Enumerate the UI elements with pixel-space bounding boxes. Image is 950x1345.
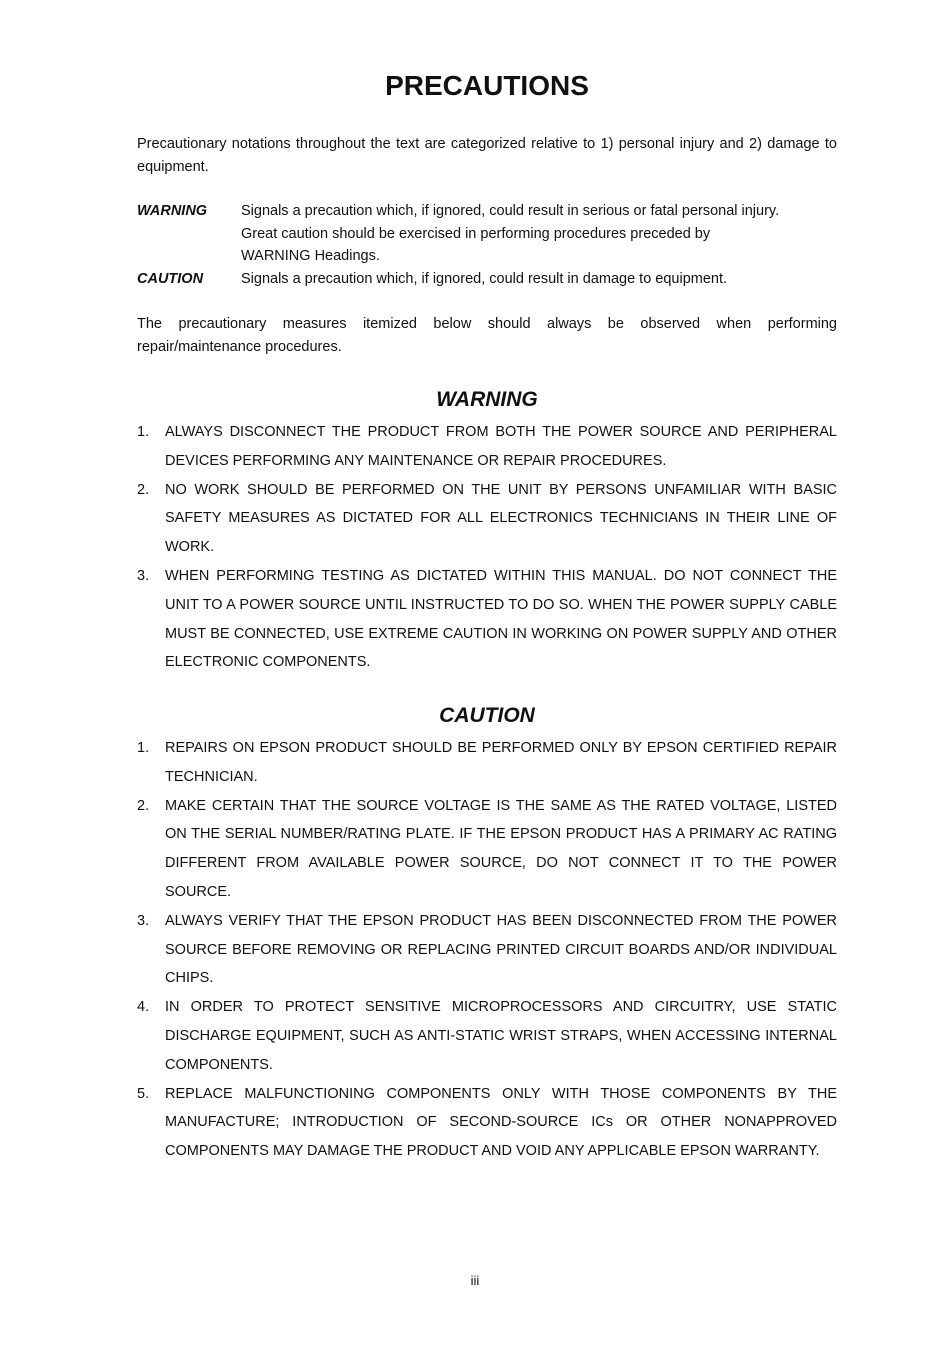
definition-line: Signals a precaution which, if ignored, could result in serious or fatal personal injury. xyxy=(241,203,780,219)
warning-list xyxy=(137,418,837,677)
definition-caution xyxy=(137,268,837,291)
item-number: 1. xyxy=(137,740,150,756)
caution-item xyxy=(137,1080,837,1166)
warning-item xyxy=(137,476,837,562)
item-text: REPAIRS ON EPSON PRODUCT SHOULD BE PERFORMED ONLY BY EPSON CERTIFIED REPAIR TECHNICIAN. xyxy=(165,740,837,785)
item-number: 2. xyxy=(137,481,150,498)
definition-description xyxy=(241,200,837,268)
item-number: 3. xyxy=(137,567,150,584)
definition-warning xyxy=(137,200,837,268)
item-text: REPLACE MALFUNCTIONING COMPONENTS ONLY WITH THOSE COMPONENTS BY THE MANUFACTURE; INTRODUCTION OF SECOND-SOURCE ICs OR OTHER NONAPPROVED COMPONENTS MAY DAMAGE THE PRODUCT AND VOID ANY APPLICABLE EPSON WARRANTY. xyxy=(165,1085,837,1160)
page-number: iii xyxy=(470,1273,480,1288)
definition-term: CAUTION xyxy=(137,270,204,287)
warning-item xyxy=(137,562,837,677)
page-title: PRECAUTIONS xyxy=(385,70,589,101)
item-number: 3. xyxy=(137,912,150,929)
item-number: 1. xyxy=(137,424,150,440)
item-text: NO WORK SHOULD BE PERFORMED ON THE UNIT BY PERSONS UNFAMILIAR WITH BASIC SAFETY MEASURES AS DICTATED FOR ALL ELECTRONICS TECHNICIANS IN THEIR LINE OF WORK. xyxy=(165,481,837,556)
definition-description xyxy=(241,268,837,291)
item-text: WHEN PERFORMING TESTING AS DICTATED WITHIN THIS MANUAL. DO NOT CONNECT THE UNIT TO A POWER SOURCE UNTIL INSTRUCTED TO DO SO. WHEN THE POWER SUPPLY CABLE MUST BE CONNECTED, USE EXTREME CAUTION IN WORKING ON POWER SUPPLY AND OTHER ELECTRONIC COMPONENTS. xyxy=(165,567,837,671)
item-number: 4. xyxy=(137,999,150,1016)
item-text: MAKE CERTAIN THAT THE SOURCE VOLTAGE IS THE SAME AS THE RATED VOLTAGE, LISTED ON THE SERIAL NUMBER/RATING PLATE. IF THE EPSON PRODUCT HAS A PRIMARY AC RATING DIFFERENT FROM AVAILABLE POWER SOURCE, DO NOT CONNECT IT TO THE POWER SOURCE. xyxy=(165,797,837,900)
caution-list xyxy=(137,734,837,1166)
definitions-block xyxy=(137,200,837,290)
item-number: 2. xyxy=(137,797,150,814)
warning-item xyxy=(137,418,837,476)
caution-item xyxy=(137,993,837,1079)
intro-paragraph: Precautionary notations throughout the text are categorized relative to 1) personal injury and 2) damage to equipment. xyxy=(137,136,837,175)
definition-line: Signals a precaution which, if ignored, could result in damage to equipment. xyxy=(241,270,728,287)
warning-heading: WARNING xyxy=(436,388,538,411)
caution-heading: CAUTION xyxy=(439,704,535,727)
item-text: ALWAYS VERIFY THAT THE EPSON PRODUCT HAS BEEN DISCONNECTED FROM THE POWER SOURCE BEFORE REMOVING OR REPLACING PRINTED CIRCUIT BOARDS AND/OR INDIVIDUAL CHIPS. xyxy=(165,912,837,987)
item-number: 5. xyxy=(137,1085,150,1102)
caution-item xyxy=(137,734,837,792)
definition-term: WARNING xyxy=(137,203,208,219)
item-text: IN ORDER TO PROTECT SENSITIVE MICROPROCESSORS AND CIRCUITRY, USE STATIC DISCHARGE EQUIPMENT, SUCH AS ANTI-STATIC WRIST STRAPS, WHEN ACCESSING INTERNAL COMPONENTS. xyxy=(165,999,837,1073)
caution-item xyxy=(137,792,837,907)
definition-line: WARNING Headings. xyxy=(241,248,380,264)
item-text: ALWAYS DISCONNECT THE PRODUCT FROM BOTH THE POWER SOURCE AND PERIPHERAL DEVICES PERFORMING ANY MAINTENANCE OR REPAIR PROCEDURES. xyxy=(165,424,837,469)
caution-item xyxy=(137,907,837,993)
definition-line: Great caution should be exercised in performing procedures preceded by xyxy=(241,225,711,242)
measures-paragraph: The precautionary measures itemized below should always be observed when performing repair/maintenance procedures. xyxy=(137,316,837,355)
